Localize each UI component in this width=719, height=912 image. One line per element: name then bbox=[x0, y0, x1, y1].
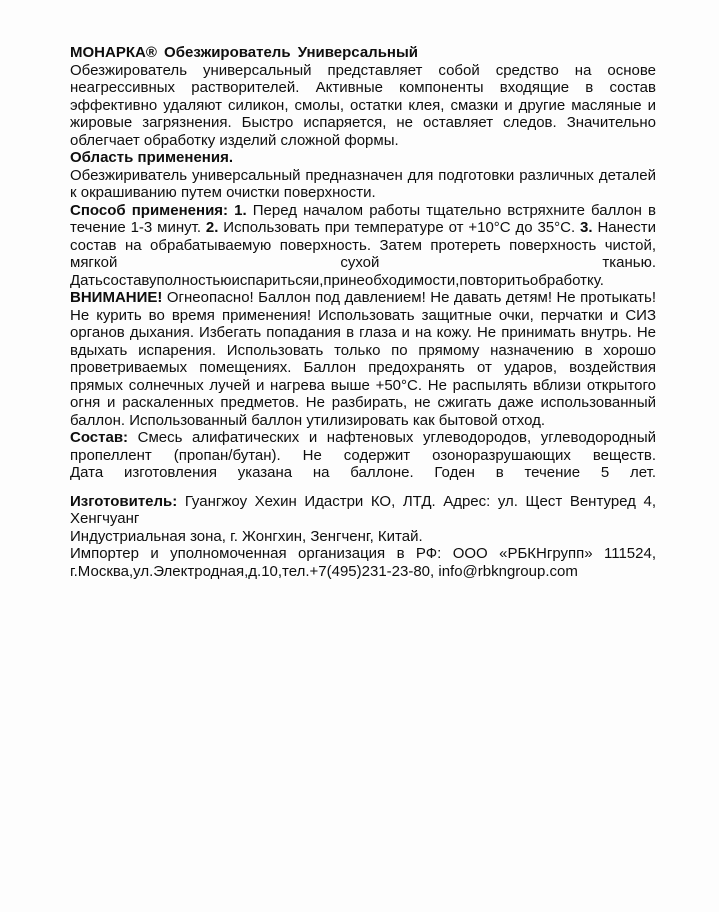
manufacturer-label: Изготовитель: bbox=[70, 492, 178, 510]
importer-line-2: г.Москва,ул.Электродная,д.10,тел.+7(495)231-23-80, info@rbkngroup.com bbox=[70, 562, 578, 580]
warning-paragraph bbox=[70, 289, 656, 429]
manufacturer-line-1 bbox=[70, 493, 656, 528]
intro-paragraph: Обезжирователь универсальный представляет собой средство на основе неагрессивных растворителей. Активные компоненты входящие в состав эффективно удаляют силикон, смолы, остатки клея, смазки и другие масляные и жировые загрязнения. Быстро испаряется, не оставляет следов. Значительно облегчает обработку изделий сложной формы. bbox=[70, 61, 656, 149]
importer-line-1: Импортер и уполномоченная организация в РФ: ООО «РБКНгрупп» 111524, bbox=[70, 545, 656, 562]
composition-label: Состав: bbox=[70, 429, 129, 446]
composition-line-1-text: Смесь алифатических и нафтеновых углеводородов, углеводородный bbox=[128, 429, 656, 446]
usage-step2-number: 2. bbox=[205, 219, 219, 236]
usage-step3-text: Нанести состав на обрабатываемую поверхность. Затем протереть поверхность чистой, мягкой сухой тканью. Датьсоставуполностьюиспаритьсяи,принеобходимости,повторитьобработку. bbox=[70, 219, 656, 289]
usage-label: Способ применения: bbox=[70, 201, 229, 219]
product-title: МОНАРКА® Обезжирователь Универсальный bbox=[70, 44, 419, 61]
composition-line-3: Дата изготовления указана на баллоне. Годен в течение 5 лет. bbox=[70, 464, 656, 481]
scope-body: Обезжириватель универсальный предназначен для подготовки различных деталей к окрашиванию путем очистки поверхности. bbox=[70, 166, 656, 201]
manufacturer-line-2: Индустриальная зона, г. Жонгхин, Зенгченг, Китай. bbox=[70, 527, 423, 545]
usage-step1-number: 1. bbox=[234, 201, 247, 219]
composition-line-1 bbox=[70, 429, 656, 447]
manufacturer-line-1-text: Гуангжоу Хехин Идастри КО, ЛТД. Адрес: ул. Щест Вентуред 4, Хенгчуанг bbox=[70, 492, 656, 527]
warning-label: ВНИМАНИЕ! bbox=[70, 289, 163, 306]
scope-section bbox=[70, 149, 656, 202]
warning-body: Огнеопасно! Баллон под давлением! Не давать детям! Не протыкать! Не курить во время применения! Использовать защитные очки, перчатки и СИЗ органов дыхания. Избегать попадания в глаза и на кожу. Не принимать внутрь. Не вдыхать испарения. Использовать только по прямому назначению в хорошо проветриваемых помещениях. Баллон предохранять от ударов, воздействия прямых солнечных лучей и нагрева выше +50°С. Не распылять вблизи открытого огня и раскаленных предметов. Не разбирать, не сжигать даже использованный баллон. Использованный баллон утилизировать как бытовой отход. bbox=[70, 289, 656, 429]
usage-paragraph bbox=[70, 202, 656, 290]
usage-step2-text: Использовать при температуре от +10°С до 35°С. bbox=[218, 219, 581, 236]
composition-line-2: пропеллент (пропан/бутан). Не содержит озоноразрушающих веществ. bbox=[70, 446, 656, 464]
manufacturer-block bbox=[70, 493, 656, 581]
label-text-content bbox=[70, 44, 656, 580]
usage-step3-number: 3. bbox=[580, 219, 593, 236]
usage-step1-text: Перед началом работы тщательно встряхните баллон в течение 1-3 минут. bbox=[70, 201, 657, 236]
scope-heading: Область применения. bbox=[70, 149, 233, 166]
composition-block bbox=[70, 429, 656, 482]
